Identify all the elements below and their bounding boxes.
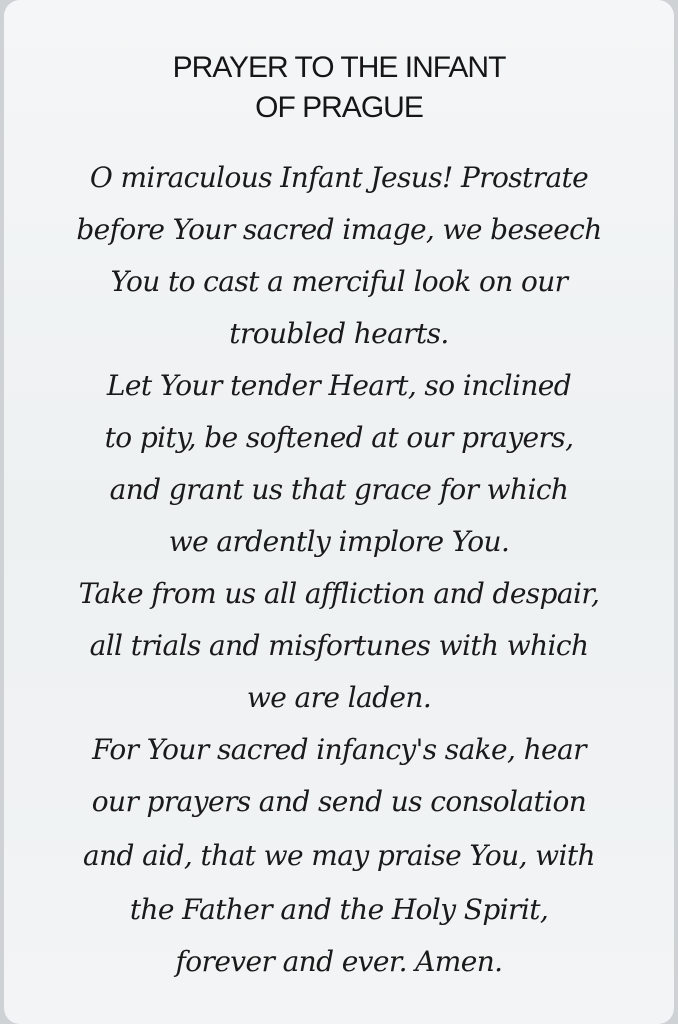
prayer-line: forever and ever. Amen.: [175, 945, 503, 978]
prayer-line: we ardently implore You.: [168, 525, 510, 558]
prayer-line: You to cast a merciful look on our: [110, 265, 568, 298]
prayer-line: and grant us that grace for which: [109, 473, 569, 506]
prayer-card: [4, 0, 674, 1024]
prayer-line: and aid, that we may praise You, with: [82, 839, 595, 872]
card-title-line-1: PRAYER TO THE INFANT: [172, 51, 506, 84]
prayer-line: to pity, be softened at our prayers,: [104, 421, 574, 454]
prayer-line: troubled hearts.: [229, 317, 449, 350]
prayer-line: we are laden.: [246, 681, 432, 714]
prayer-line: For Your sacred infancy's sake, hear: [92, 733, 586, 766]
prayer-line: Let Your tender Heart, so inclined: [106, 369, 572, 402]
card-title-line-2: OF PRAGUE: [255, 91, 423, 124]
prayer-line: all trials and misfortunes with which: [89, 629, 589, 662]
prayer-line: before Your sacred image, we beseech: [76, 213, 602, 246]
prayer-line: Take from us all affliction and despair,: [78, 577, 600, 610]
prayer-line: the Father and the Holy Spirit,: [129, 893, 549, 926]
prayer-line: O miraculous Infant Jesus! Prostrate: [89, 161, 589, 194]
prayer-line: our prayers and send us consolation: [91, 785, 587, 818]
